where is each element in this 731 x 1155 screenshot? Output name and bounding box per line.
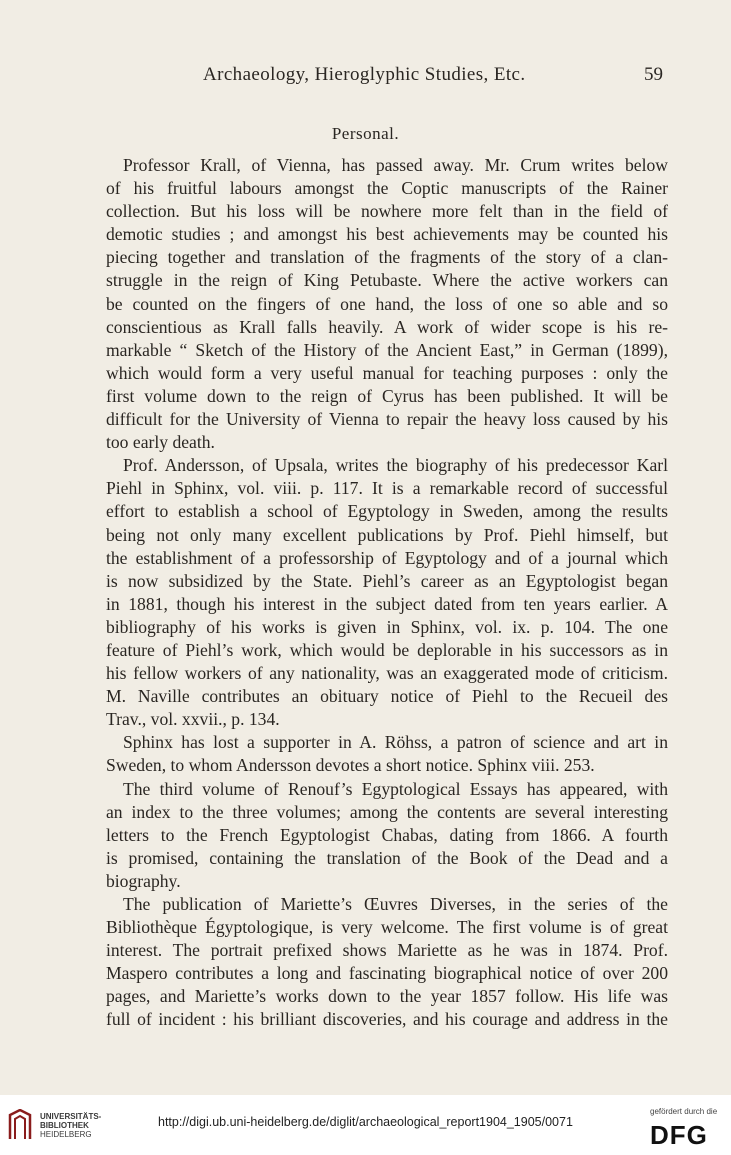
text-line: collection. But his loss will be nowhere more felt than in the field of [106, 201, 668, 222]
text-line: difficult for the University of Vienna to repair the heavy loss caused by his [106, 409, 668, 430]
text-line: which would form a very useful manual for teaching purposes : only the [106, 362, 668, 383]
footer-bar [0, 1095, 731, 1155]
text-line: is promised, containing the translation of the Book of the Dead and a [106, 847, 668, 868]
text-line: M. Naville contributes an obituary notice of Piehl to the Recueil des [106, 686, 668, 707]
library-logo-icon [8, 1109, 32, 1141]
text-line: interest. The portrait prefixed shows Mariette as he was in 1874. Prof. [106, 940, 668, 961]
text-line: be counted on the fingers of one hand, the loss of one so able and so [106, 293, 668, 314]
text-line: is now subsidized by the State. Piehl’s career as an Egyptologist began [106, 570, 668, 591]
text-line: Sphinx has lost a supporter in A. Röhss, a patron of science and art in [123, 732, 668, 753]
text-line: of his fruitful labours amongst the Coptic manuscripts of the Rainer [106, 178, 668, 199]
library-name-line: HEIDELBERG [40, 1130, 92, 1139]
text-line: The publication of Mariette’s Œuvres Diverses, in the series of the [123, 894, 668, 914]
text-line: in 1881, though his interest in the subject dated from ten years earlier. A [106, 593, 668, 614]
library-name [40, 1112, 101, 1139]
page-number: 59 [644, 64, 663, 85]
text-line: first volume down to the reign of Cyrus has been published. It will be [106, 385, 668, 406]
source-url-link[interactable]: http://digi.ub.uni-heidelberg.de/diglit/archaeological_report1904_1905/0071 [158, 1115, 573, 1129]
text-line: conscientious as Krall falls heavily. A work of wider scope is his re- [106, 316, 668, 337]
library-name-line: UNIVERSITÄTS- [40, 1112, 102, 1121]
library-name-line: BIBLIOTHEK [40, 1121, 89, 1130]
funded-by-text: gefördert durch die [650, 1107, 718, 1116]
section-title: Personal. [331, 124, 400, 143]
text-line: Professor Krall, of Vienna, has passed away. Mr. Crum writes below [123, 155, 668, 175]
body-text [106, 154, 668, 1032]
dfg-logo: DFG [650, 1120, 708, 1150]
text-line: Bibliothèque Égyptologique, is very welcome. The first volume is of great [106, 917, 668, 938]
text-line: Maspero contributes a long and fascinating biographical notice of over 200 [106, 963, 668, 984]
text-line: letters to the French Egyptologist Chabas, dating from 1866. A fourth [106, 824, 668, 845]
text-line: bibliography of his works is given in Sphinx, vol. ix. p. 104. The one [106, 616, 668, 637]
text-line: effort to establish a school of Egyptology in Sweden, among the results [106, 501, 668, 522]
text-line: biography. [106, 870, 181, 891]
text-line: the establishment of a professorship of Egyptology and of a journal which [106, 547, 668, 568]
text-line: Trav., vol. xxvii., p. 134. [106, 709, 280, 730]
text-line: feature of Piehl’s work, which would be deplorable in his successors as in [106, 639, 668, 660]
text-line: being not only many excellent publications by Prof. Piehl himself, but [106, 524, 668, 545]
text-line: struggle in the reign of King Petubaste. Where the active workers can [106, 270, 668, 291]
text-line: his fellow workers of any nationality, was an exaggerated mode of criticism. [106, 663, 668, 684]
running-head [0, 64, 731, 90]
text-line: an index to the three volumes; among the contents are several interesting [106, 801, 668, 822]
text-line: The third volume of Renouf’s Egyptological Essays has appeared, with [123, 778, 668, 799]
text-line: full of incident : his brilliant discoveries, and his courage and address in the [106, 1009, 668, 1030]
text-line: markable “ Sketch of the History of the Ancient East,” in German (1899), [106, 339, 668, 360]
text-line: Prof. Andersson, of Upsala, writes the biography of his predecessor Karl [123, 455, 668, 476]
text-line: too early death. [106, 432, 215, 453]
text-line: demotic studies ; and amongst his best achievements may be counted his [106, 224, 668, 245]
text-line: pages, and Mariette’s works down to the year 1857 follow. His life was [106, 986, 668, 1007]
running-title: Archaeology, Hieroglyphic Studies, Etc. [203, 64, 526, 85]
text-line: Sweden, to whom Andersson devotes a short notice. Sphinx viii. 253. [106, 755, 595, 776]
text-line: Piehl in Sphinx, vol. viii. p. 117. It is a remarkable record of successful [106, 478, 668, 499]
text-line: piecing together and translation of the fragments of the story of a clan- [106, 247, 668, 268]
